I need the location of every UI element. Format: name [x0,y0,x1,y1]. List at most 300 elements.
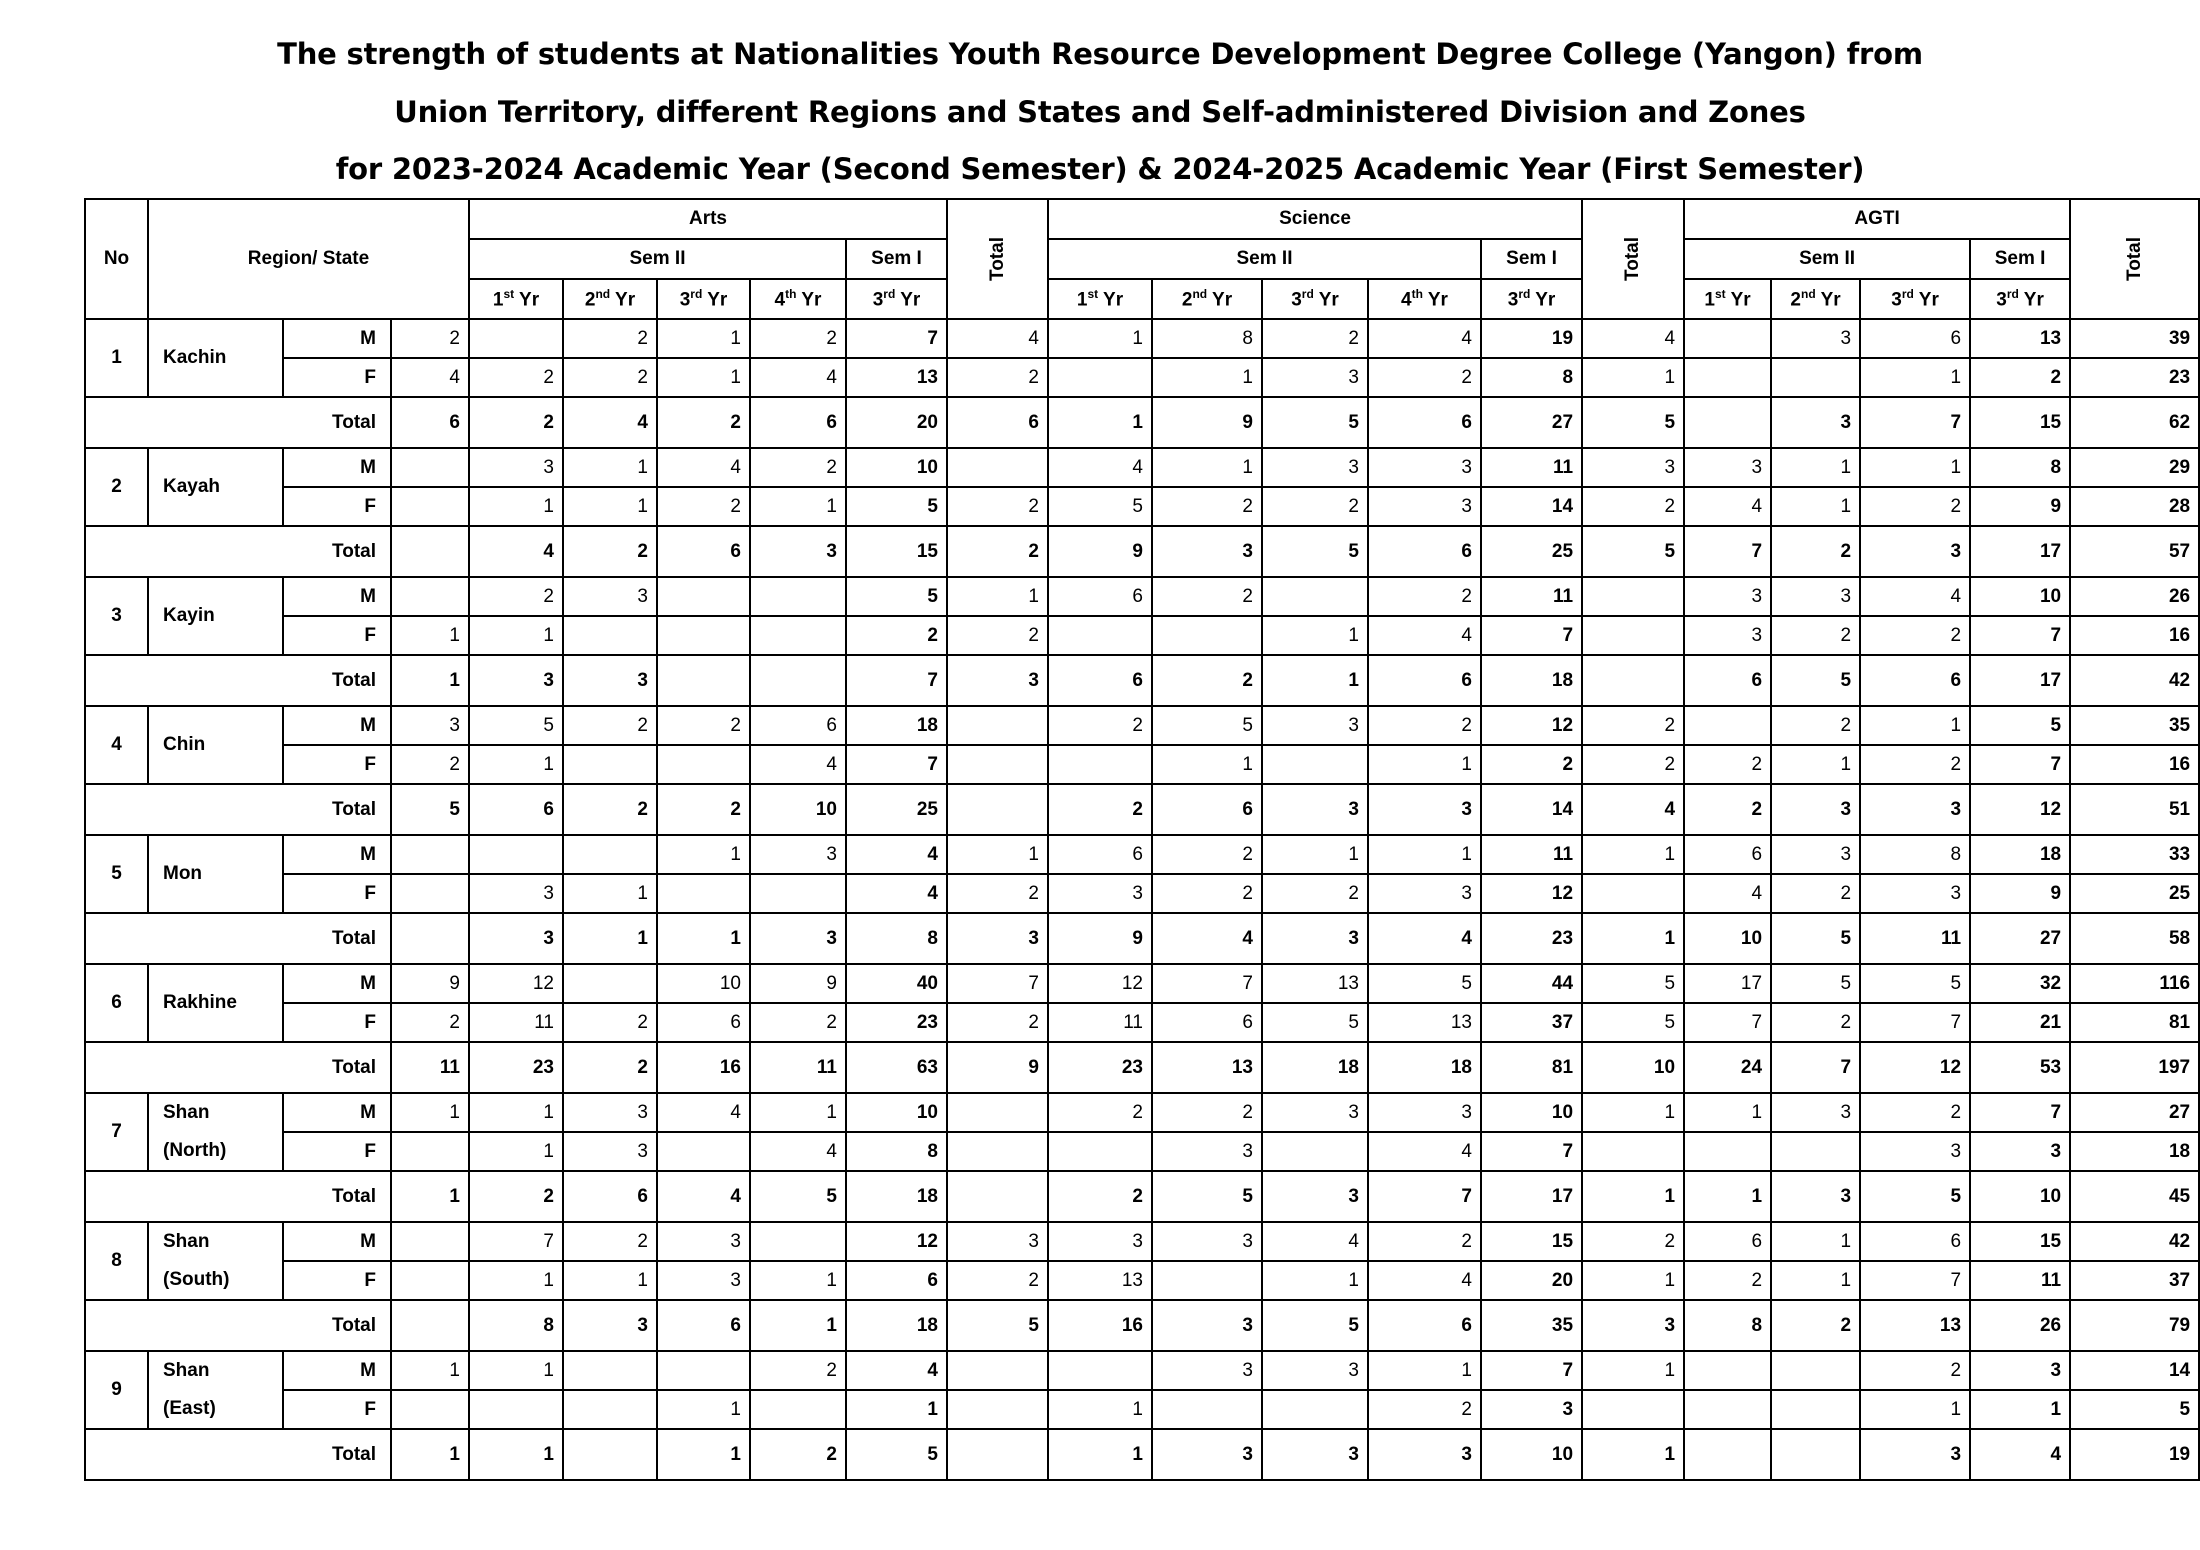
region-name: Kayah [148,448,283,526]
m-cell-16: 10 [1970,577,2070,616]
table-row [85,319,2199,358]
m-cell-15: 4 [1860,577,1970,616]
total-row [85,913,2199,964]
m-cell-12: 2 [1582,1222,1684,1261]
f-cell-11: 3 [1481,1390,1582,1429]
f-cell-12: 1 [1582,1261,1684,1300]
f-cell-10: 2 [1368,358,1481,397]
f-cell-6: 2 [947,358,1048,397]
m-cell-4: 1 [750,1093,846,1132]
total-cell-5: 25 [846,784,947,835]
total-cell-6: 3 [947,913,1048,964]
sex-label-m: M [283,1351,391,1390]
f-cell-3: 6 [657,1003,750,1042]
header-year-0: 1st Yr [469,279,563,319]
f-cell-0: 2 [391,745,469,784]
title-line-3: for 2023-2024 Academic Year (Second Semester) & 2024-2025 Academic Year (First Semester) [335,152,1865,186]
f-cell-2: 2 [563,358,657,397]
total-cell-13: 8 [1684,1300,1771,1351]
f-cell-4: 4 [750,358,846,397]
table-row [85,964,2199,1003]
m-cell-1 [469,835,563,874]
f-cell-0: 2 [391,1003,469,1042]
total-cell-17: 197 [2070,1042,2199,1093]
f-cell-5: 7 [846,745,947,784]
m-cell-3: 4 [657,1093,750,1132]
total-cell-17: 19 [2070,1429,2199,1480]
m-cell-0: 1 [391,1093,469,1132]
total-cell-0: 11 [391,1042,469,1093]
m-cell-5: 10 [846,448,947,487]
m-cell-0: 1 [391,1351,469,1390]
total-cell-9: 18 [1262,1042,1368,1093]
total-cell-3: 6 [657,526,750,577]
total-label: Total [85,913,391,964]
f-cell-11: 37 [1481,1003,1582,1042]
total-cell-12: 10 [1582,1042,1684,1093]
f-cell-2: 1 [563,1261,657,1300]
total-row [85,1300,2199,1351]
sex-label-f: F [283,745,391,784]
total-cell-15: 13 [1860,1300,1970,1351]
row-number: 6 [85,964,148,1042]
m-cell-10: 2 [1368,1222,1481,1261]
total-cell-3: 6 [657,1300,750,1351]
f-cell-5: 8 [846,1132,947,1171]
f-cell-3: 2 [657,487,750,526]
m-cell-7: 2 [1048,706,1152,745]
f-cell-7 [1048,1132,1152,1171]
f-cell-14: 2 [1771,874,1860,913]
table-row [85,1132,2199,1171]
header-year-1: 2nd Yr [563,279,657,319]
f-cell-11: 14 [1481,487,1582,526]
total-cell-10: 6 [1368,397,1481,448]
f-cell-6: 2 [947,487,1048,526]
total-cell-6: 5 [947,1300,1048,1351]
f-cell-6: 2 [947,1261,1048,1300]
header-year-12: 3rd Yr [1860,279,1970,319]
table-row [85,874,2199,913]
m-cell-2: 3 [563,577,657,616]
total-label: Total [85,526,391,577]
sex-label-m: M [283,448,391,487]
f-cell-11: 2 [1481,745,1582,784]
table-row [85,835,2199,874]
m-cell-1: 3 [469,448,563,487]
m-cell-6 [947,706,1048,745]
f-cell-17: 28 [2070,487,2199,526]
f-cell-4: 1 [750,1261,846,1300]
total-cell-3 [657,655,750,706]
m-cell-14: 3 [1771,319,1860,358]
f-cell-13 [1684,1390,1771,1429]
f-cell-16: 7 [1970,616,2070,655]
m-cell-2: 2 [563,319,657,358]
f-cell-13 [1684,1132,1771,1171]
f-cell-16: 9 [1970,487,2070,526]
f-cell-3: 1 [657,358,750,397]
f-cell-3 [657,616,750,655]
total-cell-10: 6 [1368,526,1481,577]
total-cell-14: 3 [1771,784,1860,835]
total-cell-6: 6 [947,397,1048,448]
total-cell-2: 3 [563,1300,657,1351]
m-cell-2: 3 [563,1093,657,1132]
m-cell-0 [391,835,469,874]
total-cell-2: 6 [563,1171,657,1222]
m-cell-15: 5 [1860,964,1970,1003]
m-cell-4 [750,577,846,616]
total-label: Total [85,1300,391,1351]
m-cell-16: 13 [1970,319,2070,358]
total-cell-2: 1 [563,913,657,964]
f-cell-14: 1 [1771,1261,1860,1300]
total-cell-10: 6 [1368,1300,1481,1351]
f-cell-0 [391,487,469,526]
m-cell-0 [391,448,469,487]
total-cell-4: 3 [750,526,846,577]
total-cell-6: 3 [947,655,1048,706]
table-row [85,745,2199,784]
total-cell-9: 3 [1262,913,1368,964]
m-cell-4: 2 [750,448,846,487]
total-cell-17: 62 [2070,397,2199,448]
table-row [85,1093,2199,1132]
sex-label-f: F [283,1390,391,1429]
f-cell-7 [1048,745,1152,784]
sex-label-m: M [283,1222,391,1261]
f-cell-14: 2 [1771,616,1860,655]
region-name: Kachin [148,319,283,397]
m-cell-2: 2 [563,1222,657,1261]
m-cell-11: 44 [1481,964,1582,1003]
f-cell-17: 23 [2070,358,2199,397]
m-cell-16: 32 [1970,964,2070,1003]
f-cell-8: 2 [1152,487,1262,526]
m-cell-15: 1 [1860,706,1970,745]
total-cell-1: 3 [469,913,563,964]
f-cell-9: 2 [1262,487,1368,526]
m-cell-0 [391,577,469,616]
f-cell-11: 20 [1481,1261,1582,1300]
f-cell-12: 5 [1582,1003,1684,1042]
m-cell-7: 12 [1048,964,1152,1003]
m-cell-13: 1 [1684,1093,1771,1132]
total-cell-3: 1 [657,913,750,964]
header-agti-sem1: Sem I [1970,239,2070,279]
m-cell-6: 1 [947,835,1048,874]
total-cell-11: 17 [1481,1171,1582,1222]
total-cell-13: 2 [1684,784,1771,835]
sex-label-f: F [283,1132,391,1171]
m-cell-12: 1 [1582,835,1684,874]
m-cell-9: 3 [1262,706,1368,745]
m-cell-9: 3 [1262,1351,1368,1390]
total-cell-14 [1771,1429,1860,1480]
f-cell-12: 2 [1582,487,1684,526]
total-cell-16: 15 [1970,397,2070,448]
m-cell-6 [947,1351,1048,1390]
total-cell-7: 2 [1048,1171,1152,1222]
f-cell-10: 4 [1368,616,1481,655]
m-cell-11: 19 [1481,319,1582,358]
f-cell-7: 1 [1048,1390,1152,1429]
total-cell-7: 9 [1048,526,1152,577]
header-year-7: 3rd Yr [1262,279,1368,319]
f-cell-1: 1 [469,487,563,526]
total-cell-3: 2 [657,397,750,448]
total-cell-13: 24 [1684,1042,1771,1093]
total-cell-9: 5 [1262,526,1368,577]
total-cell-12: 5 [1582,397,1684,448]
m-cell-14: 1 [1771,1222,1860,1261]
total-cell-4 [750,655,846,706]
f-cell-16: 9 [1970,874,2070,913]
f-cell-12 [1582,874,1684,913]
f-cell-9: 5 [1262,1003,1368,1042]
f-cell-8 [1152,1261,1262,1300]
total-label: Total [85,1042,391,1093]
f-cell-17: 5 [2070,1390,2199,1429]
m-cell-15: 6 [1860,1222,1970,1261]
m-cell-8: 7 [1152,964,1262,1003]
f-cell-17: 81 [2070,1003,2199,1042]
total-cell-2: 2 [563,526,657,577]
m-cell-10: 2 [1368,577,1481,616]
f-cell-9: 1 [1262,616,1368,655]
total-cell-13 [1684,397,1771,448]
total-cell-10: 7 [1368,1171,1481,1222]
m-cell-17: 29 [2070,448,2199,487]
f-cell-0 [391,874,469,913]
m-cell-8: 3 [1152,1222,1262,1261]
total-cell-10: 18 [1368,1042,1481,1093]
total-cell-0 [391,913,469,964]
f-cell-15: 3 [1860,874,1970,913]
m-cell-3: 3 [657,1222,750,1261]
total-cell-8: 5 [1152,1171,1262,1222]
f-cell-4: 1 [750,487,846,526]
m-cell-4: 9 [750,964,846,1003]
m-cell-15: 6 [1860,319,1970,358]
m-cell-7: 6 [1048,835,1152,874]
m-cell-0: 2 [391,319,469,358]
m-cell-6: 7 [947,964,1048,1003]
total-cell-0 [391,1300,469,1351]
f-cell-6 [947,745,1048,784]
header-year-8: 4th Yr [1368,279,1481,319]
total-cell-2: 2 [563,784,657,835]
f-cell-6: 2 [947,1003,1048,1042]
m-cell-13 [1684,706,1771,745]
total-cell-1: 3 [469,655,563,706]
f-cell-15: 1 [1860,1390,1970,1429]
total-cell-7: 16 [1048,1300,1152,1351]
total-cell-8: 3 [1152,1429,1262,1480]
total-cell-15: 3 [1860,526,1970,577]
total-cell-4: 5 [750,1171,846,1222]
m-cell-13: 17 [1684,964,1771,1003]
region-name: Mon [148,835,283,913]
f-cell-8: 3 [1152,1132,1262,1171]
m-cell-8: 2 [1152,835,1262,874]
total-row [85,397,2199,448]
f-cell-10: 3 [1368,874,1481,913]
total-cell-17: 79 [2070,1300,2199,1351]
total-cell-1: 2 [469,1171,563,1222]
total-cell-15: 12 [1860,1042,1970,1093]
header-arts-sem2: Sem II [469,239,846,279]
m-cell-5: 40 [846,964,947,1003]
m-cell-2: 2 [563,706,657,745]
total-cell-11: 18 [1481,655,1582,706]
m-cell-5: 18 [846,706,947,745]
row-number: 7 [85,1093,148,1171]
total-cell-16: 27 [1970,913,2070,964]
total-cell-14: 3 [1771,1171,1860,1222]
m-cell-13: 3 [1684,448,1771,487]
total-cell-10: 3 [1368,1429,1481,1480]
m-cell-3: 1 [657,835,750,874]
m-cell-10: 1 [1368,1351,1481,1390]
total-cell-13: 7 [1684,526,1771,577]
m-cell-14: 2 [1771,706,1860,745]
header-agti: AGTI [1684,199,2070,239]
m-cell-0 [391,1222,469,1261]
f-cell-5: 5 [846,487,947,526]
total-cell-9: 3 [1262,1429,1368,1480]
total-cell-14: 5 [1771,913,1860,964]
header-science-sem1: Sem I [1481,239,1582,279]
f-cell-0 [391,1261,469,1300]
f-cell-16: 21 [1970,1003,2070,1042]
m-cell-15: 8 [1860,835,1970,874]
f-cell-14: 1 [1771,487,1860,526]
m-cell-8: 3 [1152,1351,1262,1390]
m-cell-6: 1 [947,577,1048,616]
f-cell-9 [1262,745,1368,784]
total-cell-13: 1 [1684,1171,1771,1222]
m-cell-0: 9 [391,964,469,1003]
m-cell-12: 1 [1582,1351,1684,1390]
header-agti-sem2: Sem II [1684,239,1970,279]
header-region: Region/ State [148,199,469,319]
total-cell-8: 3 [1152,1300,1262,1351]
f-cell-13: 4 [1684,874,1771,913]
m-cell-2 [563,835,657,874]
total-cell-17: 42 [2070,655,2199,706]
m-cell-3: 10 [657,964,750,1003]
m-cell-17: 116 [2070,964,2199,1003]
total-cell-4: 3 [750,913,846,964]
f-cell-2: 2 [563,1003,657,1042]
m-cell-2 [563,964,657,1003]
m-cell-13 [1684,319,1771,358]
f-cell-11: 7 [1481,1132,1582,1171]
f-cell-13: 7 [1684,1003,1771,1042]
f-cell-5: 6 [846,1261,947,1300]
m-cell-1: 1 [469,1093,563,1132]
f-cell-8: 1 [1152,358,1262,397]
total-cell-3: 2 [657,784,750,835]
total-cell-7: 23 [1048,1042,1152,1093]
f-cell-11: 7 [1481,616,1582,655]
m-cell-12 [1582,577,1684,616]
f-cell-3 [657,1132,750,1171]
sex-label-f: F [283,616,391,655]
m-cell-5: 7 [846,319,947,358]
total-cell-12: 4 [1582,784,1684,835]
m-cell-0: 3 [391,706,469,745]
f-cell-16: 1 [1970,1390,2070,1429]
total-cell-7: 6 [1048,655,1152,706]
total-cell-16: 4 [1970,1429,2070,1480]
f-cell-15: 2 [1860,487,1970,526]
row-number: 8 [85,1222,148,1300]
total-cell-9: 3 [1262,784,1368,835]
header-year-4: 3rd Yr [846,279,947,319]
f-cell-5: 4 [846,874,947,913]
f-cell-13: 2 [1684,745,1771,784]
f-cell-1: 1 [469,745,563,784]
total-cell-1: 1 [469,1429,563,1480]
total-cell-3: 1 [657,1429,750,1480]
total-cell-0: 1 [391,1429,469,1480]
m-cell-17: 27 [2070,1093,2199,1132]
f-cell-2 [563,616,657,655]
f-cell-14 [1771,358,1860,397]
total-cell-15: 3 [1860,1429,1970,1480]
total-cell-5: 18 [846,1300,947,1351]
f-cell-10: 1 [1368,745,1481,784]
m-cell-9: 3 [1262,1093,1368,1132]
m-cell-11: 11 [1481,835,1582,874]
f-cell-3 [657,745,750,784]
total-cell-8: 2 [1152,655,1262,706]
total-cell-10: 6 [1368,655,1481,706]
f-cell-12: 1 [1582,358,1684,397]
m-cell-14 [1771,1351,1860,1390]
total-cell-5: 15 [846,526,947,577]
total-cell-0: 6 [391,397,469,448]
f-cell-2 [563,745,657,784]
region-name: Shan (North) [148,1093,283,1171]
table-row [85,577,2199,616]
sex-label-f: F [283,358,391,397]
f-cell-9: 2 [1262,874,1368,913]
total-cell-17: 51 [2070,784,2199,835]
table-row [85,1003,2199,1042]
m-cell-4 [750,1222,846,1261]
f-cell-12 [1582,1132,1684,1171]
title-line-1: The strength of students at Nationalities Youth Resource Development Degree College (Yangon) from [277,37,1923,71]
total-cell-15: 5 [1860,1171,1970,1222]
total-cell-16: 17 [1970,655,2070,706]
f-cell-7: 13 [1048,1261,1152,1300]
m-cell-7: 6 [1048,577,1152,616]
total-cell-15: 6 [1860,655,1970,706]
total-cell-11: 35 [1481,1300,1582,1351]
m-cell-15: 2 [1860,1093,1970,1132]
m-cell-7: 1 [1048,319,1152,358]
f-cell-17: 16 [2070,616,2199,655]
m-cell-8: 5 [1152,706,1262,745]
m-cell-1: 1 [469,1351,563,1390]
f-cell-12: 2 [1582,745,1684,784]
m-cell-4: 3 [750,835,846,874]
m-cell-9: 13 [1262,964,1368,1003]
